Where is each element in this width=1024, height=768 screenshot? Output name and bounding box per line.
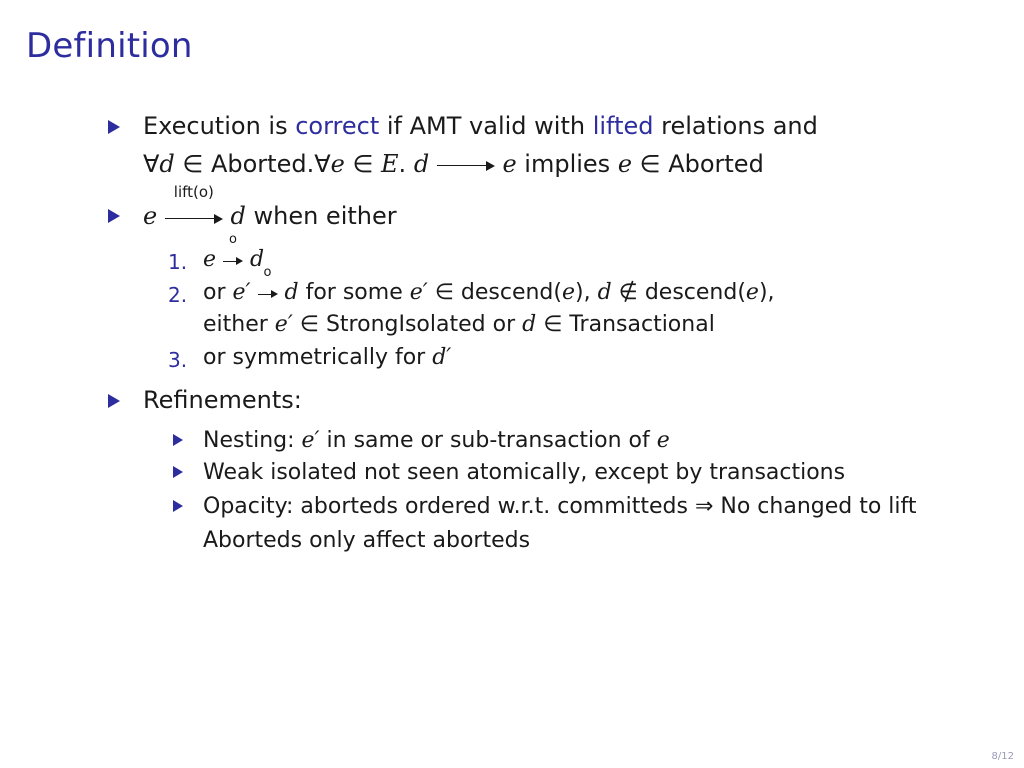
list-item-3 [203, 345, 451, 370]
sub-bullet-marker [173, 466, 183, 478]
text: when either [245, 202, 397, 230]
text: ∈ Aborted [632, 150, 764, 178]
var-e: e [617, 150, 633, 178]
long-arrow-icon [165, 211, 223, 225]
var-d: d [413, 150, 430, 178]
var-e: e [330, 150, 345, 178]
o-arrow [223, 231, 243, 273]
arrow-icon [223, 255, 243, 267]
var-e: e [143, 202, 158, 230]
bullet-marker [108, 209, 120, 223]
list-item-1 [203, 231, 265, 273]
var-e-prime: e′ [232, 280, 251, 305]
correct-term: correct [295, 112, 380, 140]
bullet-marker [108, 394, 120, 408]
var-e: e [502, 150, 517, 178]
refinement-item: Weak isolated not seen atomically, except by transactions [203, 460, 846, 485]
var-d: d [250, 247, 265, 272]
lift-arrow [165, 183, 223, 231]
var-d: d [522, 312, 537, 337]
var-e-prime: e′ [409, 280, 428, 305]
list-number: 2. [168, 283, 188, 307]
var-e-prime: e′ [274, 312, 293, 337]
lifted-term: lifted [592, 112, 654, 140]
text: Nesting: [203, 428, 302, 453]
sub-bullet-marker [173, 500, 183, 512]
bullet1-line2 [143, 150, 764, 178]
bullet2-line [143, 183, 397, 231]
var-e: e [745, 280, 759, 305]
text: ∈ descend( [427, 280, 562, 305]
var-d: d [284, 280, 299, 305]
refinement-item-line2: Aborteds only affect aborteds [203, 528, 531, 553]
var-E: E [381, 150, 399, 178]
list-number: 1. [168, 250, 188, 274]
text: implies [516, 150, 618, 178]
text: for some [298, 280, 410, 305]
o-arrow-label: o [263, 264, 272, 280]
bullet1-line1 [143, 112, 818, 140]
text: in same or sub-transaction of [319, 428, 657, 453]
list-number: 3. [168, 348, 188, 372]
var-e: e [561, 280, 576, 305]
page-number: 8/12 [991, 751, 1014, 762]
text: ∈ Aborted.∀ [174, 150, 331, 178]
var-d: d [159, 150, 175, 178]
slide-title: Definition [26, 26, 193, 66]
arrow-icon [258, 288, 278, 300]
text: ), [575, 280, 598, 305]
o-arrow-label: o [229, 231, 238, 247]
var-e: e [656, 428, 670, 453]
text: ), [758, 280, 775, 305]
list-item-2 [203, 264, 775, 306]
text: relations and [653, 112, 818, 140]
long-arrow-icon [437, 158, 495, 172]
var-e-prime: e′ [301, 428, 320, 453]
text: or symmetrically for [203, 345, 433, 370]
text: if AMT valid with [379, 112, 593, 140]
text: ∈ StrongIsolated or [292, 312, 523, 337]
var-d: d [230, 202, 246, 230]
bullet3-label: Refinements: [143, 386, 302, 414]
refinement-item [203, 428, 670, 453]
text: ∈ Transactional [536, 312, 715, 337]
forall-symbol: ∀ [143, 150, 160, 178]
o-arrow [258, 264, 278, 306]
refinement-item: Opacity: aborteds ordered w.r.t. committeds ⇒ No changed to lift [203, 494, 917, 519]
text: either [203, 312, 275, 337]
text: ∈ [344, 150, 381, 178]
lift-arrow-label: lift(o) [173, 183, 214, 201]
var-d: d [597, 280, 612, 305]
text: or [203, 280, 233, 305]
text: Execution is [143, 112, 296, 140]
var-d-prime: d′ [432, 345, 452, 370]
text: ∉ descend( [611, 280, 746, 305]
sub-bullet-marker [173, 434, 183, 446]
var-e: e [203, 247, 217, 272]
text: . [398, 150, 407, 178]
bullet-marker [108, 120, 120, 134]
list-item-2-line2 [203, 312, 715, 337]
